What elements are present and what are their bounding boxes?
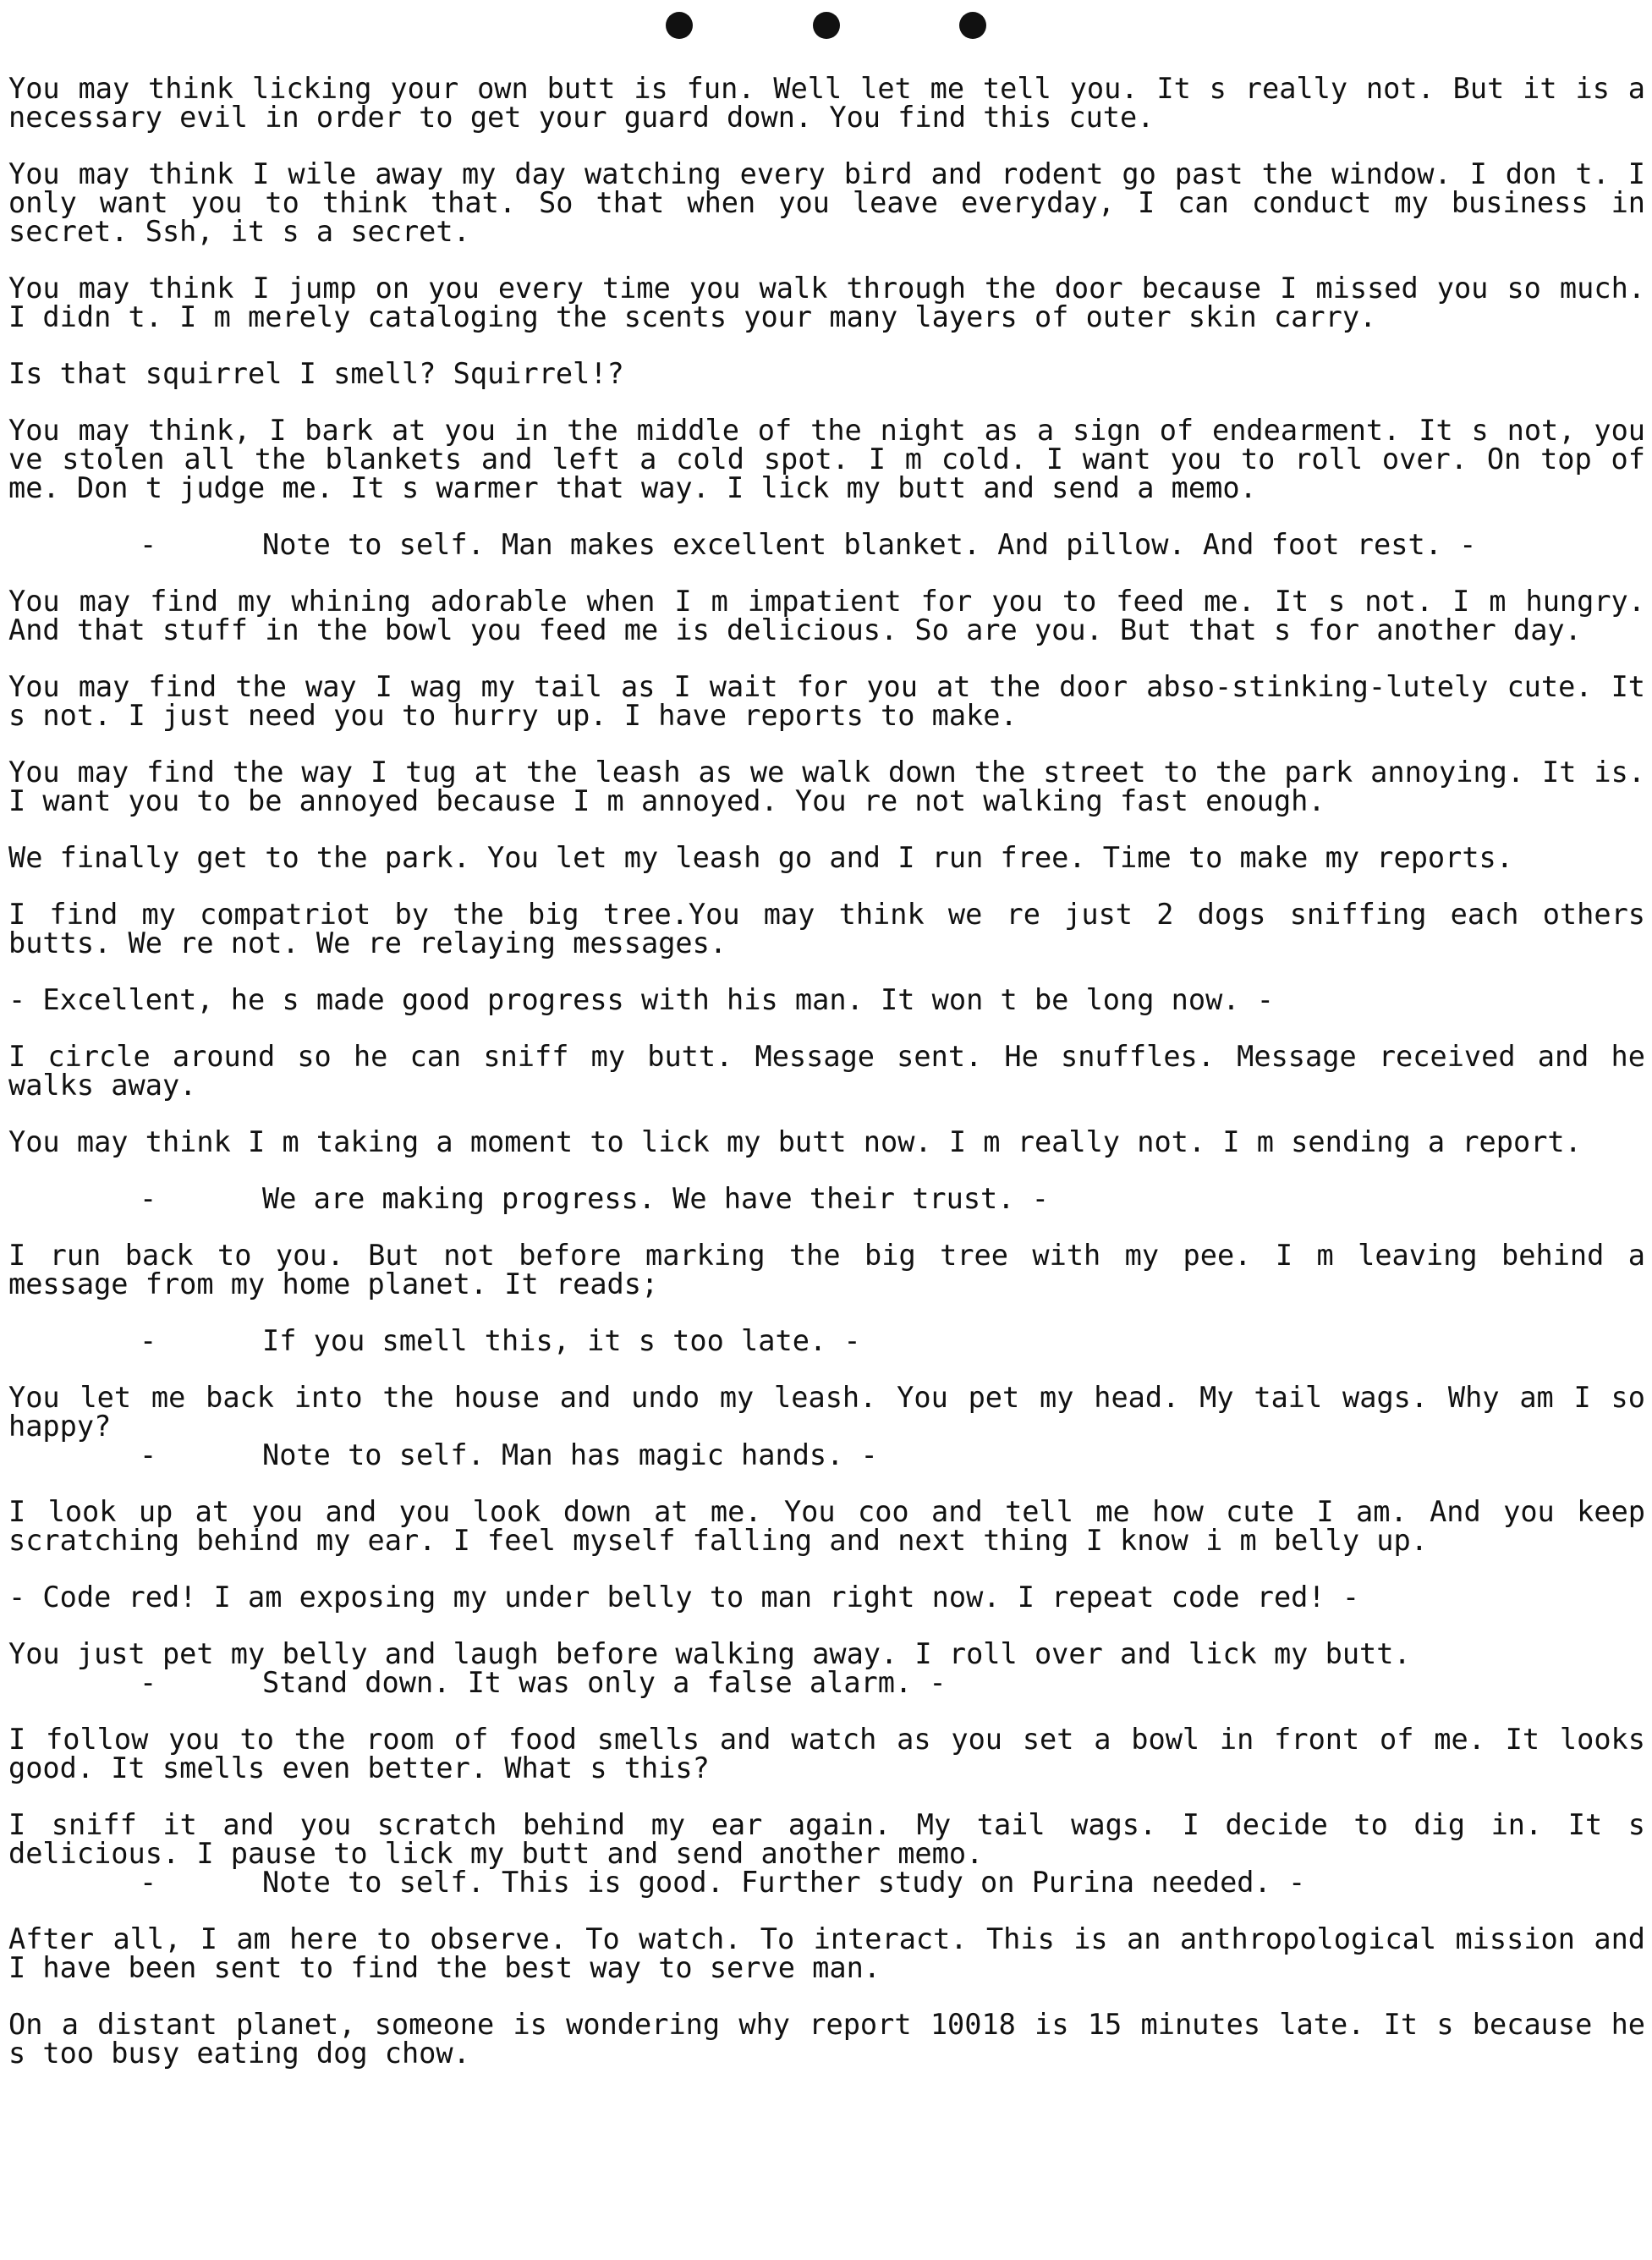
- dot-icon-2: [813, 12, 840, 39]
- paragraph-11: - Excellent, he s made good progress with his man. It won t be long now. -: [8, 983, 1274, 1016]
- paragraph-19: I follow you to the room of food smells and watch as you set a bowl in front of me. It looks good. It smells even better. What s this?: [8, 1723, 1645, 1784]
- paragraph-13: You may think I m taking a moment to lick my butt now. I m really not. I m sending a report.: [8, 1125, 1582, 1158]
- note-text: We are making progress. We have their trust. -: [262, 1182, 1049, 1215]
- paragraph-16: I look up at you and you look down at me. You coo and tell me how cute I am. And you keep scratching behind my ear. I feel myself falling and next thing I know i m belly up.: [8, 1495, 1645, 1557]
- note-line-4: [8, 1438, 1645, 1471]
- note-text: If you smell this, it s too late. -: [262, 1324, 861, 1357]
- paragraph-20: I sniff it and you scratch behind my ear again. My tail wags. I decide to dig in. It s delicious. I pause to lick my butt and send another memo.: [8, 1808, 1645, 1870]
- note-line-6: [8, 1868, 1645, 1897]
- paragraph-15: You let me back into the house and undo my leash. You pet my head. My tail wags. Why am I so happy?: [8, 1381, 1645, 1443]
- note-dash: -: [140, 1182, 157, 1215]
- paragraph-6: You may find my whining adorable when I m impatient for you to feed me. It s not. I m hungry. And that stuff in the bowl you feed me is delicious. So are you. But that s for another day.: [8, 585, 1645, 646]
- paragraph-21: After all, I am here to observe. To watch. To interact. This is an anthropological mission and I have been sent to find the best way to serve man.: [8, 1922, 1645, 1984]
- paragraph-8: You may find the way I tug at the leash as we walk down the street to the park annoying. It is. I want you to be annoyed because I m annoyed. You re not walking fast enough.: [8, 756, 1645, 817]
- note-dash: -: [140, 1866, 157, 1899]
- paragraph-14: I run back to you. But not before marking the big tree with my pee. I m leaving behind a message from my home planet. It reads;: [8, 1239, 1645, 1300]
- note-line-5: [8, 1666, 1645, 1699]
- note-text: Note to self. This is good. Further study on Purina needed. -: [262, 1866, 1306, 1899]
- paragraph-18: You just pet my belly and laugh before walking away. I roll over and lick my butt.: [8, 1637, 1411, 1670]
- note-dash: -: [140, 1666, 157, 1699]
- paragraph-12: I circle around so he can sniff my butt. Message sent. He snuffles. Message received and he walks away.: [8, 1040, 1645, 1102]
- note-line-3: [8, 1324, 1645, 1357]
- note-line-2: [8, 1182, 1645, 1215]
- paragraph-1: You may think licking your own butt is fun. Well let me tell you. It s really not. But it is a necessary evil in order to get your guard down. You find this cute.: [8, 72, 1645, 134]
- dot-icon-1: [666, 12, 693, 39]
- paragraph-2: You may think I wile away my day watching every bird and rodent go past the window. I don t. I only want you to think that. So that when you leave everyday, I can conduct my business in secret. Ssh, it s a secret.: [8, 157, 1645, 248]
- note-dash: -: [140, 1324, 157, 1357]
- paragraph-3: You may think I jump on you every time you walk through the door because I missed you so much. I didn t. I m merely cataloging the scents your many layers of outer skin carry.: [8, 272, 1645, 333]
- note-dash: -: [140, 1438, 157, 1471]
- note-dash: -: [140, 528, 157, 561]
- dot-icon-3: [959, 12, 986, 39]
- paragraph-17: - Code red! I am exposing my under belly to man right now. I repeat code red! -: [8, 1581, 1360, 1614]
- note-text: Note to self. Man has magic hands. -: [262, 1438, 878, 1471]
- paragraph-4: Is that squirrel I smell? Squirrel!?: [8, 357, 624, 390]
- paragraph-5: You may think, I bark at you in the middle of the night as a sign of endearment. It s not, you ve stolen all the blankets and left a cold spot. I m cold. I want you to roll over. On top of me. Don t judge me. It s warmer that way. I lick my butt and send a memo.: [8, 414, 1645, 504]
- note-text: Stand down. It was only a false alarm. -: [262, 1666, 947, 1699]
- note-line-1: [8, 528, 1645, 561]
- note-text: Note to self. Man makes excellent blanket. And pillow. And foot rest. -: [262, 528, 1477, 561]
- decorative-dots: [0, 12, 1652, 42]
- paragraph-9: We finally get to the park. You let my leash go and I run free. Time to make my reports.: [8, 841, 1513, 874]
- paragraph-7: You may find the way I wag my tail as I wait for you at the door abso-stinking-lutely cute. It s not. I just need you to hurry up. I have reports to make.: [8, 670, 1645, 732]
- document-body: [8, 74, 1645, 2068]
- paragraph-10: I find my compatriot by the big tree.You may think we re just 2 dogs sniffing each others butts. We re not. We re relaying messages.: [8, 898, 1645, 960]
- paragraph-22: On a distant planet, someone is wondering why report 10018 is 15 minutes late. It s because he s too busy eating dog chow.: [8, 2008, 1645, 2070]
